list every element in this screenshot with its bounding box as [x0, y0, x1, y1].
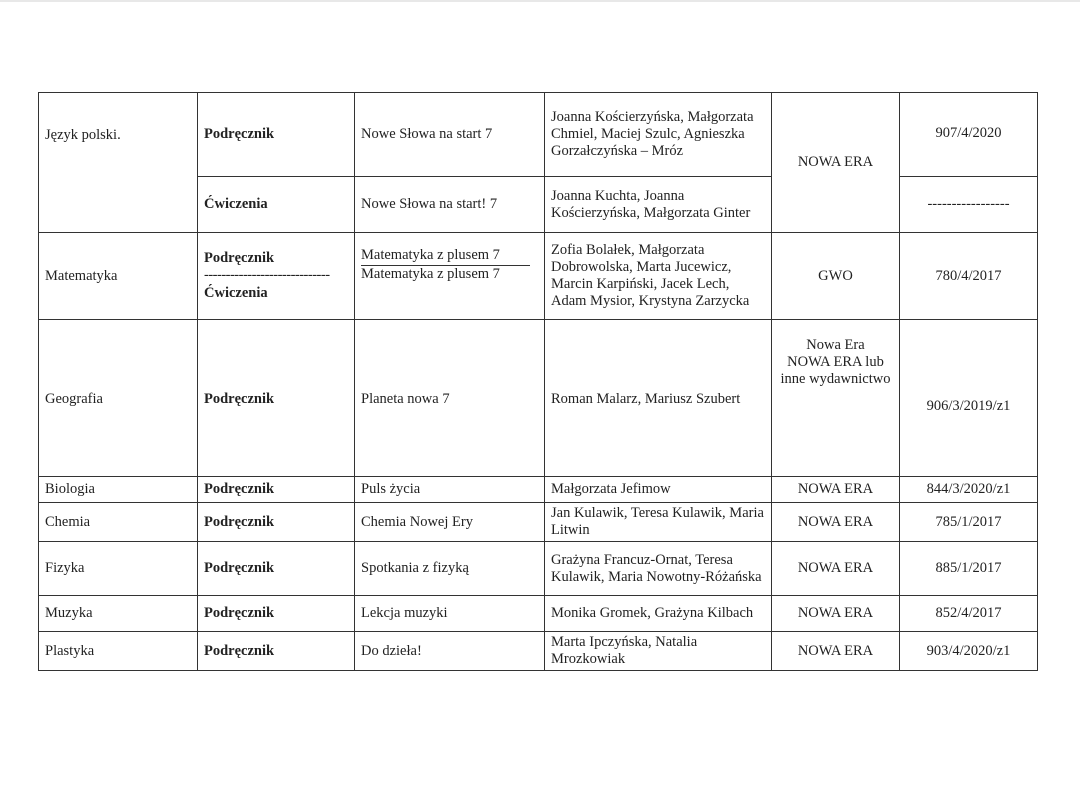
- publisher-cell: [772, 320, 900, 477]
- table-row-art: [39, 632, 1038, 671]
- publisher-label: NOWA ERA: [797, 560, 874, 576]
- title-cell: [355, 596, 545, 632]
- type-label: Ćwiczenia: [204, 196, 268, 212]
- type-label: Podręcznik: [204, 481, 275, 497]
- subject-cell: [39, 477, 198, 503]
- number-cell: [900, 320, 1038, 477]
- title-label: Spotkania z fizyką: [361, 560, 469, 576]
- table-row-chemistry: [39, 503, 1038, 542]
- type-cell: [198, 320, 355, 477]
- number-cell: [900, 477, 1038, 503]
- publisher-label-secondary: NOWA ERA lub inne wydawnictwo: [780, 354, 891, 387]
- type-label: Podręcznik: [204, 642, 275, 659]
- title-cell: [355, 233, 545, 320]
- type-cell: [198, 596, 355, 632]
- type-cell: [198, 177, 355, 233]
- type-label: Podręcznik: [204, 250, 275, 266]
- subject-cell: [39, 596, 198, 632]
- type-cell: [198, 477, 355, 503]
- publisher-label: NOWA ERA: [797, 154, 874, 170]
- publisher-cell: [772, 503, 900, 542]
- publisher-cell: [772, 596, 900, 632]
- approval-number: 885/1/2017: [935, 560, 1002, 576]
- authors-cell: [545, 177, 772, 233]
- table-row-biology: [39, 477, 1038, 503]
- authors-cell: [545, 503, 772, 542]
- subject-cell: [39, 320, 198, 477]
- subject-label: Fizyka: [45, 560, 85, 576]
- number-cell: [900, 503, 1038, 542]
- subject-label: Geografia: [45, 391, 103, 407]
- type-cell: [198, 503, 355, 542]
- approval-number: 844/3/2020/z1: [926, 481, 1011, 497]
- scan-edge: [0, 0, 1080, 2]
- title-label: Puls życia: [361, 481, 421, 497]
- subject-label: Chemia: [45, 513, 91, 530]
- subject-label: Biologia: [45, 481, 95, 497]
- title-label-secondary: Matematyka z plusem 7: [361, 266, 500, 282]
- type-label: Podręcznik: [204, 513, 275, 530]
- subject-cell: [39, 632, 198, 671]
- publisher-label: NOWA ERA: [797, 481, 874, 497]
- type-label: Podręcznik: [204, 126, 275, 142]
- publisher-label: Nowa Era: [806, 337, 865, 353]
- title-cell: [355, 542, 545, 596]
- type-label: Podręcznik: [204, 605, 275, 621]
- type-cell: [198, 233, 355, 320]
- subject-label: Muzyka: [45, 605, 93, 621]
- authors-cell: [545, 542, 772, 596]
- approval-number: 907/4/2020: [935, 125, 1002, 141]
- number-cell: [900, 233, 1038, 320]
- title-label: Do dzieła!: [361, 642, 422, 659]
- authors-label: Roman Malarz, Mariusz Szubert: [551, 391, 741, 407]
- table-row-music: [39, 596, 1038, 632]
- title-cell: [355, 93, 545, 177]
- number-cell: [900, 177, 1038, 233]
- publisher-cell: [772, 632, 900, 671]
- authors-label: Zofia Bolałek, Małgorzata Dobrowolska, Marta Jucewicz, Marcin Karpiński, Jacek Lech, Adam Mysior, Krystyna Zarzycka: [551, 242, 750, 309]
- approval-number: 852/4/2017: [935, 605, 1002, 621]
- type-label: Podręcznik: [204, 391, 275, 407]
- publisher-label: NOWA ERA: [797, 605, 874, 621]
- table-row-polish-1: [39, 93, 1038, 177]
- authors-label: Monika Gromek, Grażyna Kilbach: [551, 605, 754, 621]
- publisher-cell: [772, 477, 900, 503]
- authors-label: Marta Ipczyńska, Natalia Mrozkowiak: [551, 634, 698, 667]
- publisher-cell: [772, 233, 900, 320]
- table-row-math: [39, 233, 1038, 320]
- title-label: Matematyka z plusem 7: [361, 247, 530, 266]
- type-label-secondary: Ćwiczenia: [204, 285, 268, 301]
- number-cell: [900, 632, 1038, 671]
- authors-label: Małgorzata Jefimow: [551, 481, 671, 497]
- subject-label: Plastyka: [45, 642, 95, 659]
- textbook-table: [38, 92, 1038, 671]
- subject-label: Matematyka: [45, 267, 118, 284]
- authors-label: Jan Kulawik, Teresa Kulawik, Maria Litwin: [551, 505, 764, 538]
- type-cell: [198, 542, 355, 596]
- publisher-cell: [772, 93, 900, 233]
- type-label: Podręcznik: [204, 560, 275, 576]
- subject-label: Język polski.: [45, 127, 121, 143]
- title-label: Nowe Słowa na start 7: [361, 126, 493, 142]
- publisher-cell: [772, 542, 900, 596]
- title-cell: [355, 177, 545, 233]
- title-label: Chemia Nowej Ery: [361, 513, 473, 530]
- approval-number: 785/1/2017: [935, 513, 1002, 530]
- approval-number: 780/4/2017: [935, 267, 1002, 284]
- authors-label: Joanna Kuchta, Joanna Kościerzyńska, Małgorzata Ginter: [551, 187, 751, 221]
- number-cell: [900, 596, 1038, 632]
- type-divider: -----------------------------: [204, 269, 330, 281]
- authors-cell: [545, 320, 772, 477]
- authors-cell: [545, 477, 772, 503]
- subject-cell: [39, 542, 198, 596]
- authors-cell: [545, 93, 772, 177]
- authors-cell: [545, 632, 772, 671]
- subject-cell: [39, 93, 198, 233]
- title-cell: [355, 477, 545, 503]
- number-cell: [900, 542, 1038, 596]
- approval-number: 906/3/2019/z1: [926, 398, 1011, 414]
- number-cell: [900, 93, 1038, 177]
- type-cell: [198, 632, 355, 671]
- publisher-label: NOWA ERA: [797, 642, 874, 659]
- title-cell: [355, 503, 545, 542]
- title-label: Planeta nowa 7: [361, 391, 450, 407]
- title-label: Lekcja muzyki: [361, 605, 448, 621]
- authors-cell: [545, 596, 772, 632]
- subject-cell: [39, 233, 198, 320]
- publisher-label: GWO: [818, 267, 853, 284]
- title-label: Nowe Słowa na start! 7: [361, 196, 498, 212]
- publisher-label: NOWA ERA: [797, 513, 874, 530]
- approval-number: -----------------: [927, 196, 1010, 212]
- authors-label: Joanna Kościerzyńska, Małgorzata Chmiel, Maciej Szulc, Agnieszka Gorzałczyńska – Mróz: [551, 109, 754, 159]
- title-cell: [355, 320, 545, 477]
- subject-cell: [39, 503, 198, 542]
- title-cell: [355, 632, 545, 671]
- table-row-geography: [39, 320, 1038, 477]
- authors-label: Grażyna Francuz-Ornat, Teresa Kulawik, Maria Nowotny-Różańska: [551, 551, 762, 585]
- approval-number: 903/4/2020/z1: [926, 642, 1011, 659]
- authors-cell: [545, 233, 772, 320]
- table-row-physics: [39, 542, 1038, 596]
- type-cell: [198, 93, 355, 177]
